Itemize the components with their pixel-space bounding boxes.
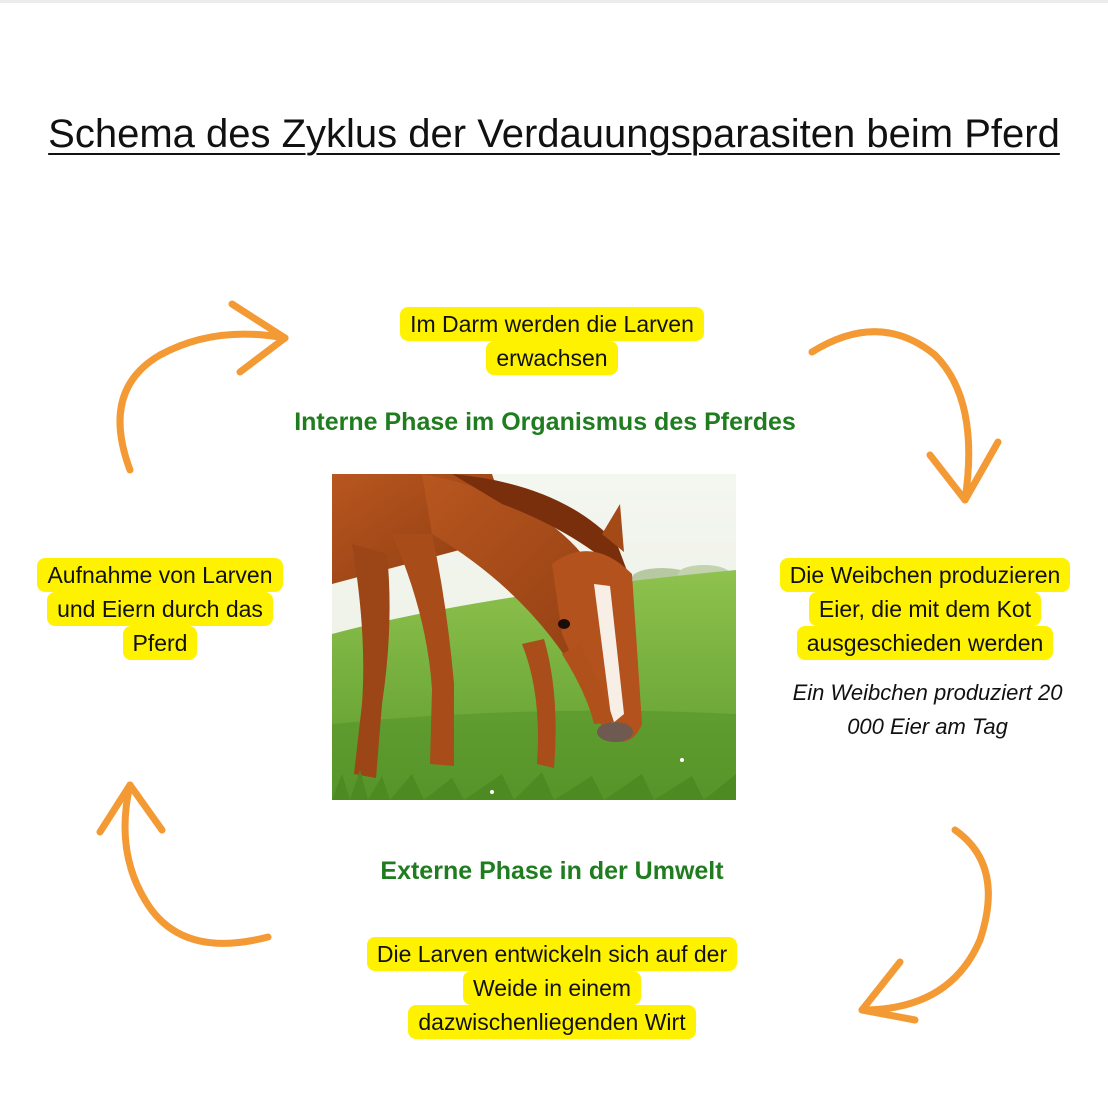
step-left-line1: Aufnahme von Larven [37, 558, 282, 592]
diagram-title: Schema des Zyklus der Verdauungsparasiten beim Pferd [48, 112, 1060, 156]
step-bottom-line3: dazwischenliegenden Wirt [408, 1005, 695, 1039]
arrow-right-to-bottom-icon [862, 830, 988, 1020]
arrow-left-to-top-icon [120, 304, 285, 470]
internal-phase-label: Interne Phase im Organismus des Pferdes [294, 408, 796, 436]
step-right-line2: Eier, die mit dem Kot [809, 592, 1041, 626]
step-top-line1: Im Darm werden die Larven [400, 307, 704, 341]
step-bottom-line1: Die Larven entwickeln sich auf der [367, 937, 737, 971]
step-left-line3: Pferd [123, 626, 198, 660]
note-line2: 000 Eier am Tag [847, 714, 1008, 739]
note-line1: Ein Weibchen produziert 20 [792, 680, 1063, 705]
step-bottom-line2: Weide in einem [463, 971, 641, 1005]
step-right-line3: ausgeschieden werden [797, 626, 1054, 660]
arrow-bottom-to-left-icon [100, 785, 268, 943]
arrow-top-to-right-icon [812, 332, 998, 500]
external-phase-label: Externe Phase in der Umwelt [380, 857, 724, 885]
step-right-line1: Die Weibchen produzieren [780, 558, 1071, 592]
step-top-line2: erwachsen [486, 341, 617, 375]
step-left-line2: und Eiern durch das [47, 592, 273, 626]
